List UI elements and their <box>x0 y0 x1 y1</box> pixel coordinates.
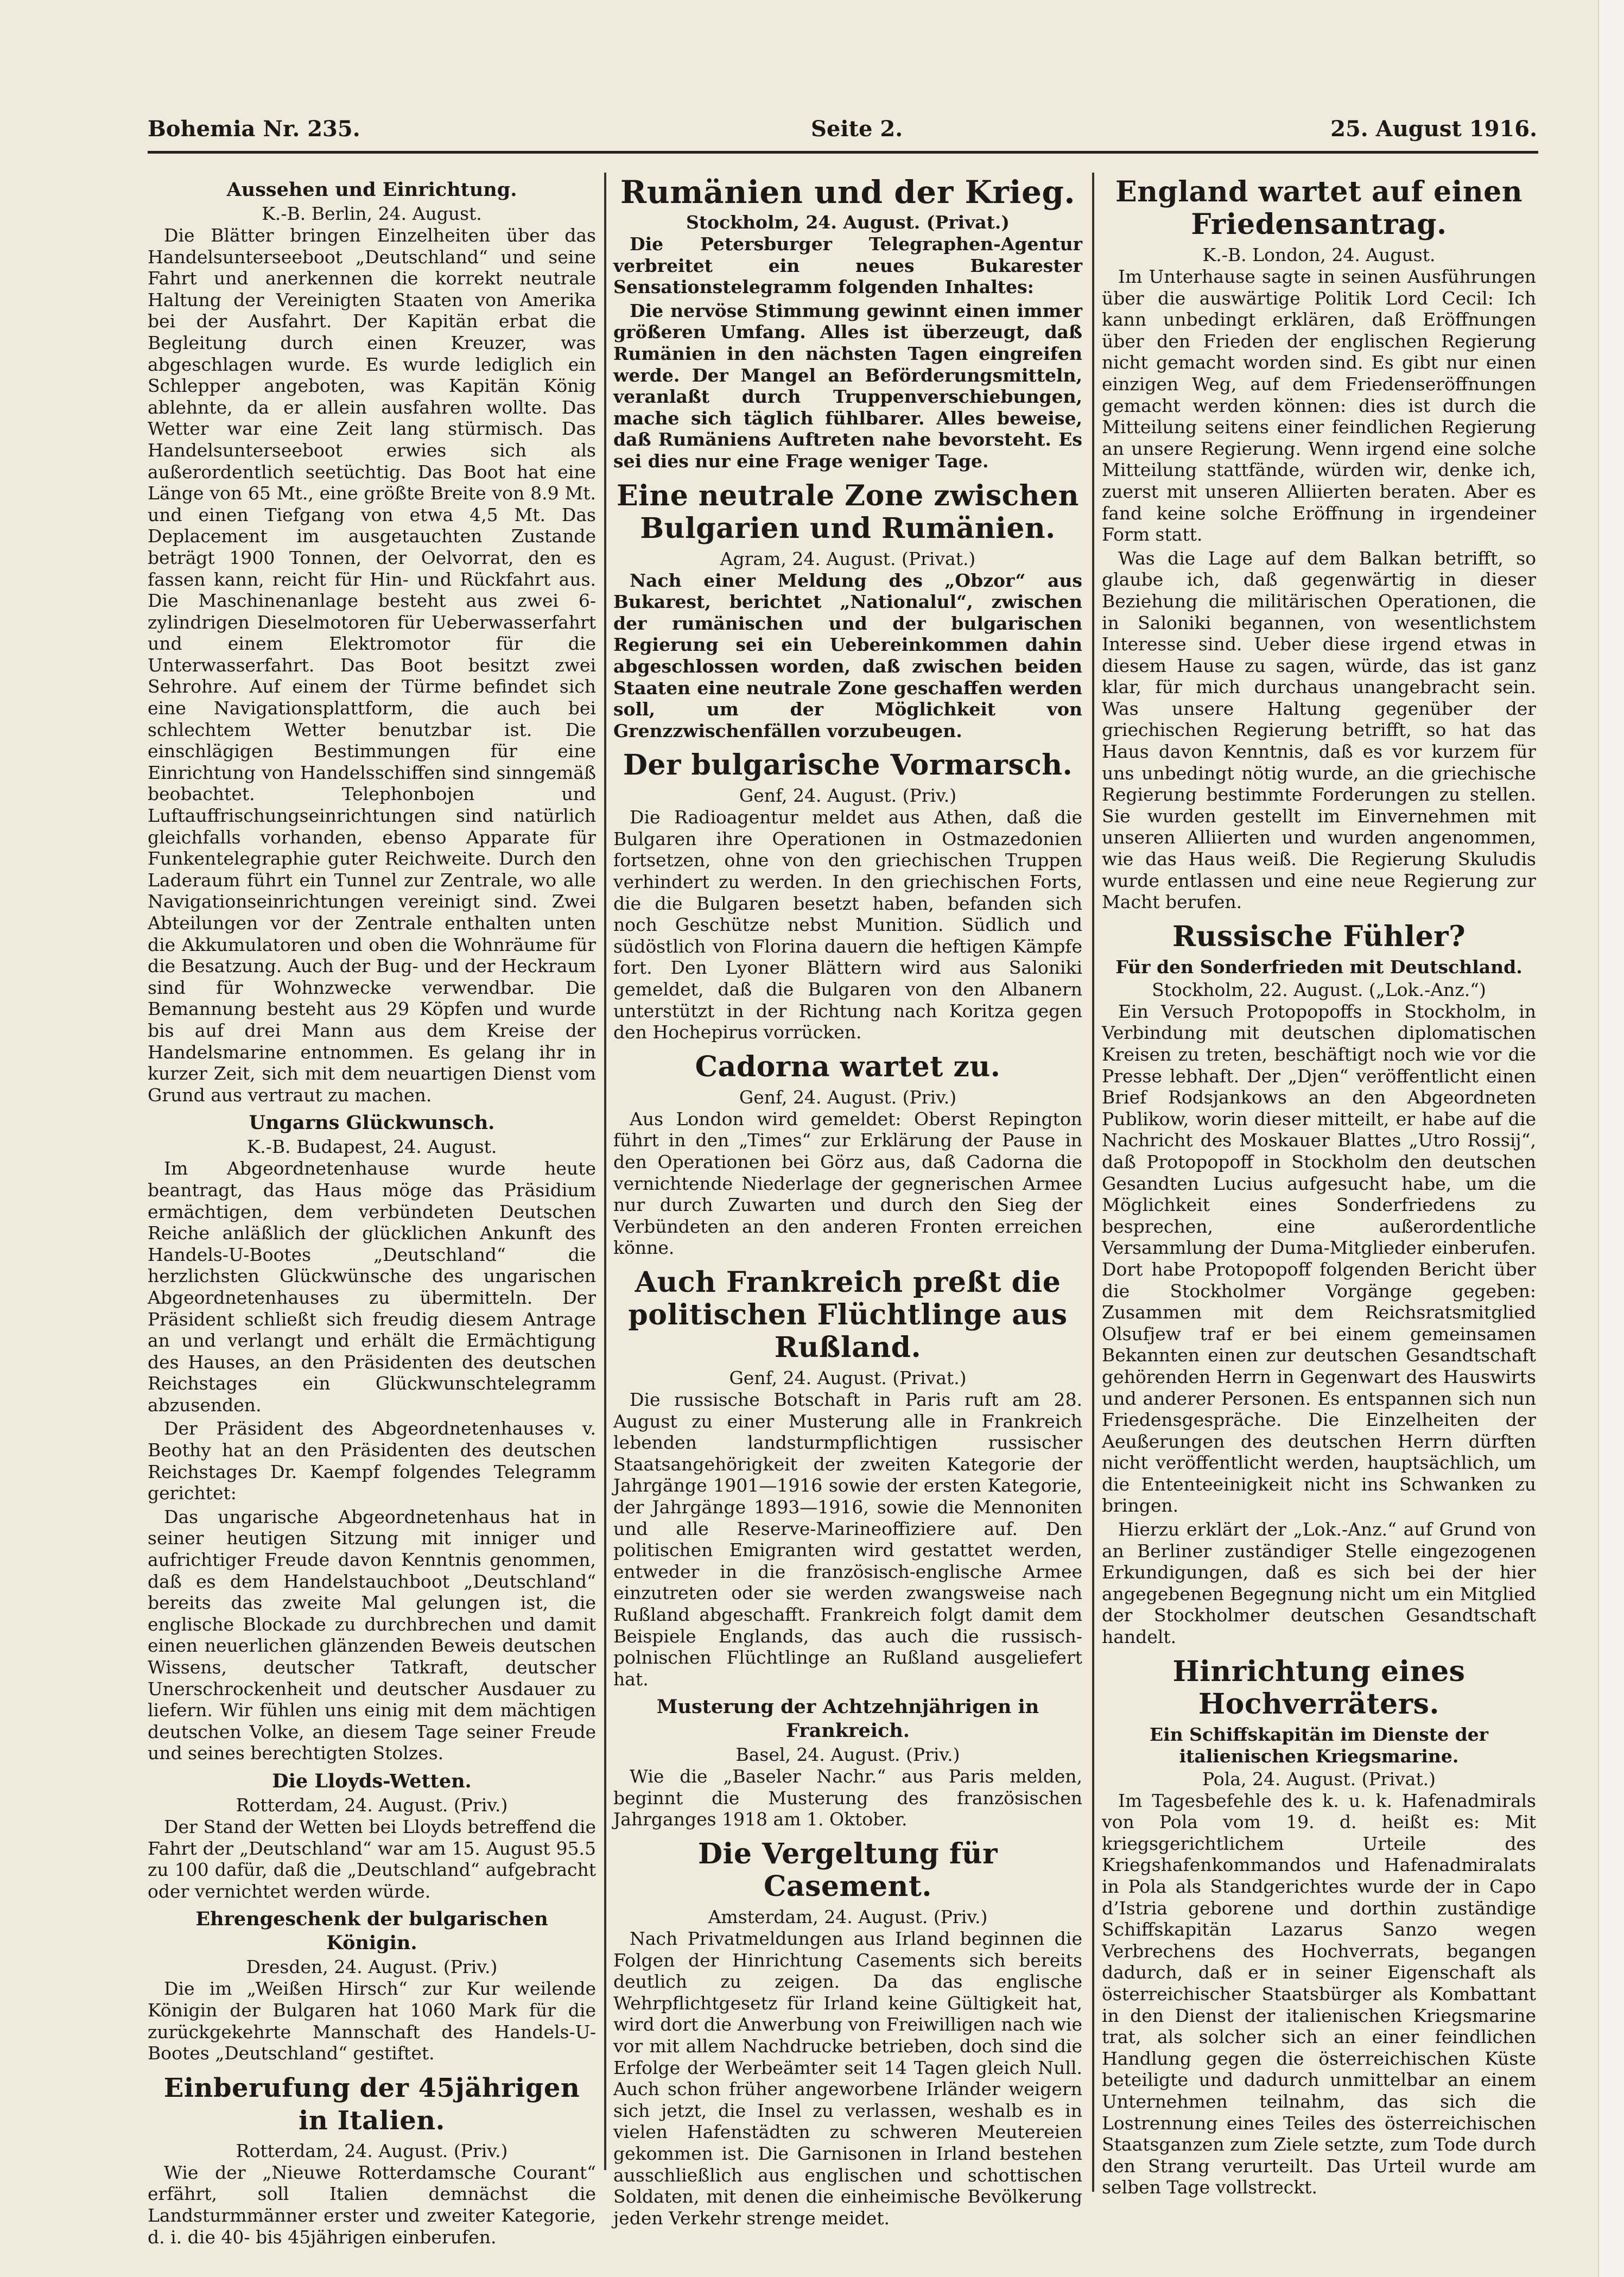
article <box>148 1769 596 1902</box>
article-title: Aussehen und Einrichtung. <box>226 179 517 201</box>
article-headline: Hinrichtung eines Hochverräters. <box>1172 1654 1466 1721</box>
article-title: Ehrengeschenk der bulgarischen Königin. <box>195 1908 548 1955</box>
article-headline: Eine neutrale Zone zwischen Bulgarien und Rumänien. <box>617 479 1079 545</box>
article <box>613 176 1082 472</box>
article-text: Im Abgeordnetenhause wurde heute beantragt, das Haus möge das Präsidium ermächtigen, dem verbündeten Deutschen Reiche anläßlich der glücklichen Ankunft des Handels-U-Bootes „Deutschland“ die herzlichsten Glückwünsche des ungarischen Abgeordnetenhauses zu übermitteln. Der Präsident schließt sich freudig diesem Antrage an und verlangt und erhält die Ermächtigung des Hauses, an den Präsidenten des deutschen Reichstages ein Glückwunschtelegramm abzusenden. <box>148 1158 596 1416</box>
article-text: Die nervöse Stimmung gewinnt einen immer größeren Umfang. Alles ist überzeugt, daß Rumänien in den nächsten Tagen eingreifen werde. Der Mangel an Beförderungsmitteln, veranlaßt durch Truppenverschiebungen, mache sich täglich fühlbarer. Alles beweise, daß Rumäniens Auftreten nahe bevorsteht. Es sei dies nur eine Frage weniger Tage. <box>613 300 1082 472</box>
article-lead: Die Petersburger Telegraphen-Agentur verbreitet ein neues Bukarester Sensationstelegramm folgenden Inhaltes: <box>613 233 1082 298</box>
page-edge <box>1598 0 1624 2277</box>
article-dateline: Genf, 24. August. (Privat.) <box>729 1367 967 1388</box>
article <box>613 749 1082 1043</box>
article-title: Musterung der Achtzehnjährigen in Frankreich. <box>656 1696 1039 1742</box>
article-title: Ungarns Glückwunsch. <box>249 1112 495 1134</box>
article-dateline: Stockholm, 24. August. (Privat.) <box>686 212 1010 233</box>
article-subheadline: Für den Sonderfrieden mit Deutschland. <box>1115 956 1522 978</box>
article-headline: Cadorna wartet zu. <box>695 1050 1001 1083</box>
article-dateline: K.-B. Berlin, 24. August. <box>262 203 482 224</box>
article-dateline: Genf, 24. August. (Priv.) <box>739 1086 957 1108</box>
article-text: Nach einer Meldung des „Obzor“ aus Bukarest, berichtet „Nationalul“, zwischen der rumänischen und der bulgarischen Regierung sei ein Uebereinkommen dahin abgeschlossen worden, daß zwischen beiden Staaten eine neutrale Zone geschaffen werden soll, um der Möglichkeit von Grenzzwischenfällen vorzubeugen. <box>613 569 1082 741</box>
column-rule <box>1092 173 1094 2192</box>
article-dateline: K.-B. Budapest, 24. August. <box>246 1136 497 1158</box>
paper-issue: Bohemia Nr. 235. <box>148 116 360 142</box>
article-headline: Der bulgarische Vormarsch. <box>623 749 1073 782</box>
article-text: Nach Privatmeldungen aus Irland beginnen die Folgen der Hinrichtung Casements sich bereits deutlich zu zeigen. Da das englische Wehrpflichtgesetz für Irland keine Gültigkeit hat, wird dort die Anwerbung von Freiwilligen nach wie vor mit allem Nachdrucke betrieben, doch sind die Erfolge der Werbeämter seit 14 Tagen gleich Null. Auch schon früher angeworbene Irländer weigern sich jetzt, die Insel zu verlassen, weshalb es in vielen Hafenstädten zu schweren Meutereien gekommen ist. Die Garnisonen in Irland bestehen ausschließlich aus englischen und schottischen Soldaten, mit denen die einheimische Bevölkerung jeden Verkehr strenge meidet. <box>613 1928 1082 2229</box>
article-text: Was die Lage auf dem Balkan betrifft, so glaube ich, daß gegenwärtig in dieser Beziehung die militärischen Operationen, die in Saloniki begannen, von wesentlichstem Interesse sind. Ueber diese irgend etwas in diesem Hause zu sagen, würde, das ist ganz klar, für mich durchaus unangebracht sein. Was unsere Haltung gegenüber der griechischen Regierung betrifft, so hat das Haus davon Kenntnis, daß es vor kurzem für uns unbedingt nötig wurde, an die griechische Regierung bestimmte Forderungen zu stellen. Sie wurden gestellt im Einvernehmen mit unseren Alliierten und wurden angenommen, wie das Haus weiß. Die Regierung Skuludis wurde entlassen und eine neue Regierung zur Macht berufen. <box>1102 547 1536 913</box>
article-text: Die russische Botschaft in Paris ruft am 28. August zu einer Musterung alle in Frankreich lebenden landsturmpflichtigen russischer Staatsangehörigkeit der zweiten Kategorie der Jahrgänge 1901—1916 sowie der ersten Kategorie, der Jahrgänge 1893—1916, sowie die Mennoniten und alle Reserve-Marineoffiziere auf. Den politischen Emigranten wird gestattet werden, entweder in die französisch-englische Armee einzutreten oder sie werden zwangsweise nach Rußland abgeschafft. Frankreich folgt damit dem Beispiele Englands, das auch die russisch-polnischen Flüchtlinge an Rußland ausgeliefert hat. <box>613 1388 1082 1690</box>
article <box>613 1051 1082 1259</box>
article-text: Der Stand der Wetten bei Lloyds betreffend die Fahrt der „Deutschland“ war am 15. August 95.5 zu 100 dafür, daß die „Deutschland“ aufgebracht oder vernichtet werden würde. <box>148 1816 596 1902</box>
article-dateline: Amsterdam, 24. August. (Priv.) <box>708 1906 988 1928</box>
page-number: Seite 2. <box>811 116 903 142</box>
article <box>148 178 596 1106</box>
article-headline: Russische Fühler? <box>1172 919 1466 953</box>
article <box>148 1111 596 1764</box>
article-dateline: Dresden, 24. August. (Priv.) <box>246 1956 498 1978</box>
article-text: Der Präsident des Abgeordnetenhauses v. Beothy hat an den Präsidenten des deutschen Reichstages Dr. Kaempf folgendes Telegramm gerichtet: <box>148 1418 596 1504</box>
article-text: Im Tagesbefehle des k. u. k. Hafenadmirals von Pola vom 19. d. heißt es: Mit kriegsgerichtlichem Urteile des Kriegshafenkommandos und Hafenadmiralats in Pola als Standgerichtes wurde der in Capo d’Istria geborene und dorthin zuständige Schiffskapitän Lazarus Sanzo wegen Verbrechens des Hochverrats, begangen dadurch, daß er in seiner Eigenschaft als österreichischer Staatsbürger als Kombattant in den Dienst der italienischen Kriegsmarine trat, als solcher sich an einer feindlichen Handlung gegen die österreichischen Küste beteiligte und dadurch unmittelbar an einem Unternehmen teilnahm, das sich die Lostrennung eines Teiles des österreichischen Staatsganzen zum Ziele setzte, zum Tode durch den Strang verurteilt. Das Urteil wurde am selben Tage vollstreckt. <box>1102 1790 1536 2198</box>
article-subheadline: Ein Schiffskapitän im Dienste der italienischen Kriegsmarine. <box>1149 1723 1489 1767</box>
article <box>613 1838 1082 2229</box>
column-3 <box>1102 173 1536 2200</box>
article-title: Die Lloyds-Wetten. <box>272 1769 472 1792</box>
header-rule <box>148 151 1538 154</box>
article-text: Die Radioagentur meldet aus Athen, daß die Bulgaren ihre Operationen in Ostmazedonien fortsetzen, ohne von den griechischen Truppen verhindert zu werden. In den griechischen Forts, die die Bulgaren besetzt haben, befanden sich noch Geschütze nebst Munition. Südlich und südöstlich von Florina dauern die heftigen Kämpfe fort. Den Lyoner Blättern wird aus Saloniki gemeldet, daß die Bulgaren von den Albanern unterstützt in der Richtung nach Koritza gegen den Hochepirus vorrücken. <box>613 807 1082 1043</box>
article-text: Aus London wird gemeldet: Oberst Repington führt in den „Times“ zur Erklärung der Pause in den Operationen bei Görz aus, daß Cadorna die vernichtende Niederlage der gegnerischen Armee nur durch Zuwarten und durch den Sieg der Verbündeten an den anderen Fronten erreichen könne. <box>613 1108 1082 1259</box>
article <box>613 480 1082 742</box>
article-headline: Rumänien und der Krieg. <box>620 174 1076 211</box>
article <box>613 1266 1082 1690</box>
article-dateline: Agram, 24. August. (Privat.) <box>720 548 976 569</box>
article-headline: Auch Frankreich preßt die politischen Flüchtlinge aus Rußland. <box>628 1265 1068 1364</box>
article-text: Ein Versuch Protopopoffs in Stockholm, in Verbindung mit deutschen diplomatischen Kreisen zu treten, beschäftigt noch wie vor die Presse lebhaft. Der „Djen“ veröffentlicht einen Brief Rodsjankows an den Abgeordneten Publikow, worin dieser mitteilt, er habe auf die Nachricht des Moskauer Blattes „Utro Rossij“, daß Protopopoff in Stockholm den deutschen Gesandten Lucius aufgesucht habe, um die Möglichkeit eines Sonderfriedens zu besprechen, eine außerordentliche Versammlung der Duma-Mitglieder einberufen. Dort habe Protopopoff folgenden Bericht über die Stockholmer Vorgänge gegeben: Zusammen mit dem Reichsratsmitglied Olsufjew traf er bei einem gemeinsamen Bekannten einen zur deutschen Gesandtschaft gehörenden Herrn in Gegenwart des Hauswirts und anderer Personen. Es entspannen sich nun Friedensgespräche. Die Einzelheiten der Aeußerungen des deutschen Herrn dürften nicht veröffentlicht werden, hauptsächlich, um die Ententeeinigkeit nicht ins Schwanken zu bringen. <box>1102 1000 1536 1517</box>
article <box>1102 921 1536 1648</box>
article <box>1102 176 1536 913</box>
article <box>1102 1656 1536 2198</box>
column-rule <box>604 173 606 2170</box>
page-header <box>148 116 1537 149</box>
article-text: Hierzu erklärt der „Lok.-Anz.“ auf Grund von an Berliner zuständiger Stelle eingezogenen Erkundigungen, daß es sich bei der hier angegebenen Begegnung nicht um ein Mitglied der Stockholmer deutschen Gesandtschaft handelt. <box>1102 1519 1536 1648</box>
article-dateline: Rotterdam, 24. August. (Priv.) <box>236 2140 508 2161</box>
article <box>613 1695 1082 1830</box>
article-dateline: Basel, 24. August. (Priv.) <box>735 1744 960 1766</box>
article-headline: Die Vergeltung für Casement. <box>698 1837 998 1904</box>
article-text: Die im „Weißen Hirsch“ zur Kur weilende Königin der Bulgaren hat 1060 Mark für die zurückgekehrte Mannschaft des Handels-U-Bootes „Deutschland“ gestiftet. <box>148 1978 596 2064</box>
article-headline: England wartet auf einen Friedensantrag. <box>1115 175 1523 241</box>
article <box>148 1907 596 2064</box>
article-text: Die Blätter bringen Einzelheiten über das Handelsunterseeboot „Deutschland“ und seine Fahrt und anerkennen die korrekt neutrale Haltung der Vereinigten Staaten von Amerika bei der Ausfahrt. Der Kapitän erbat die Begleitung durch einen Kreuzer, was abgeschlagen wurde. Es wurde lediglich ein Schlepper angeboten, was Kapitän König ablehnte, da er allein ausfahren wollte. Das Wetter war eine Zeit lang stürmisch. Das Handelsunterseeboot erwies sich als außerordentlich seetüchtig. Das Boot hat eine Länge von 65 Mt., eine größte Breite von 8.9 Mt. und einen Tiefgang von etwa 4,5 Mt. Das Deplacement im ausgetauchten Zustande beträgt 1900 Tonnen, der Oelvorrat, den es fassen kann, reicht für Hin- und Rückfahrt aus. Die Maschinenanlage besteht aus zwei 6-zylindrigen Dieselmotoren für Ueberwasserfahrt und einem Elektromotor für die Unterwasserfahrt. Das Boot besitzt zwei Sehrohre. Auf einem der Türme befindet sich eine Navigationsplattform, die auch bei schlechtem Wetter benutzbar ist. Die einschlägigen Bestimmungen für eine Einrichtung von Handelsschiffen sind sinngemäß beobachtet. Telephonbojen und Luftauffrischungseinrichtungen sind natürlich gleichfalls vorhanden, ebenso Apparate für Funkentelegraphie guter Reichweite. Durch den Laderaum führt ein Tunnel zur Zentrale, wo alle Navigationseinrichtungen vereinigt sind. Zwei Abteilungen vor der Zentrale enthalten unten die Akkumulatoren und oben die Wohnräume für die Besatzung. Auch der Bug- und der Heckraum sind für Wohnzwecke verwendbar. Die Bemannung besteht aus 29 Köpfen und wurde bis auf drei Mann aus dem Kreise der Handelsmarine entnommen. Es gelang ihr in kurzer Zeit, sich mit dem neuartigen Dienst vom Grund aus vertraut zu machen. <box>148 225 596 1106</box>
article <box>148 2072 596 2248</box>
article-text: Wie die „Baseler Nachr.“ aus Paris melden, beginnt die Musterung des französischen Jahrganges 1918 am 1. Oktober. <box>613 1766 1082 1830</box>
article-text: Das ungarische Abgeordnetenhaus hat in seiner heutigen Sitzung mit inniger und aufrichtiger Freude davon Kenntnis genommen, daß es dem Handelstauchboot „Deutschland“ bereits das zweite Mal gelungen ist, die englische Blockade zu durchbrechen und damit einen neuerlichen glänzenden Beweis deutschen Wissens, deutscher Tatkraft, deutscher Unerschrockenheit und deutscher Ausdauer zu liefern. Wir fühlen uns einig mit dem mächtigen deutschen Volke, an diesem Tage seiner Freude und seines berechtigten Stolzes. <box>148 1506 596 1764</box>
article-dateline: Genf, 24. August. (Priv.) <box>739 785 957 807</box>
article-dateline: Rotterdam, 24. August. (Priv.) <box>236 1794 508 1816</box>
issue-date: 25. August 1916. <box>1330 116 1537 142</box>
article-text: Wie der „Nieuwe Rotterdamsche Courant“ erfährt, soll Italien demnächst die Landsturmmänner erster und zweiter Kategorie, d. i. die 40- bis 45jährigen einberufen. <box>148 2161 596 2248</box>
column-2 <box>613 173 1082 2231</box>
article-dateline: K.-B. London, 24. August. <box>1202 244 1436 265</box>
article-dateline: Stockholm, 22. August. („Lok.-Anz.“) <box>1152 979 1486 1000</box>
column-1 <box>148 173 596 2250</box>
article-headline: Einberufung der 45jährigen in Italien. <box>163 2072 580 2136</box>
article-text: Im Unterhause sagte in seinen Ausführungen über die auswärtige Politik Lord Cecil: Ich kann unbedingt erklären, daß Eröffnungen über den Frieden der englischen Regierung nicht gemacht worden sind. Es gibt nur einen einzigen Weg, auf dem Friedenseröffnungen gemacht werden können: dies ist durch die Mitteilung seitens einer feindlichen Regierung an unsere Regierung. Wenn irgend eine solche Mitteilung stattfände, würden wir, denke ich, zuerst mit unseren Alliierten beraten. Aber es fand keine solche Eröffnung in irgendeiner Form statt. <box>1102 266 1536 546</box>
article-dateline: Pola, 24. August. (Privat.) <box>1202 1768 1436 1790</box>
